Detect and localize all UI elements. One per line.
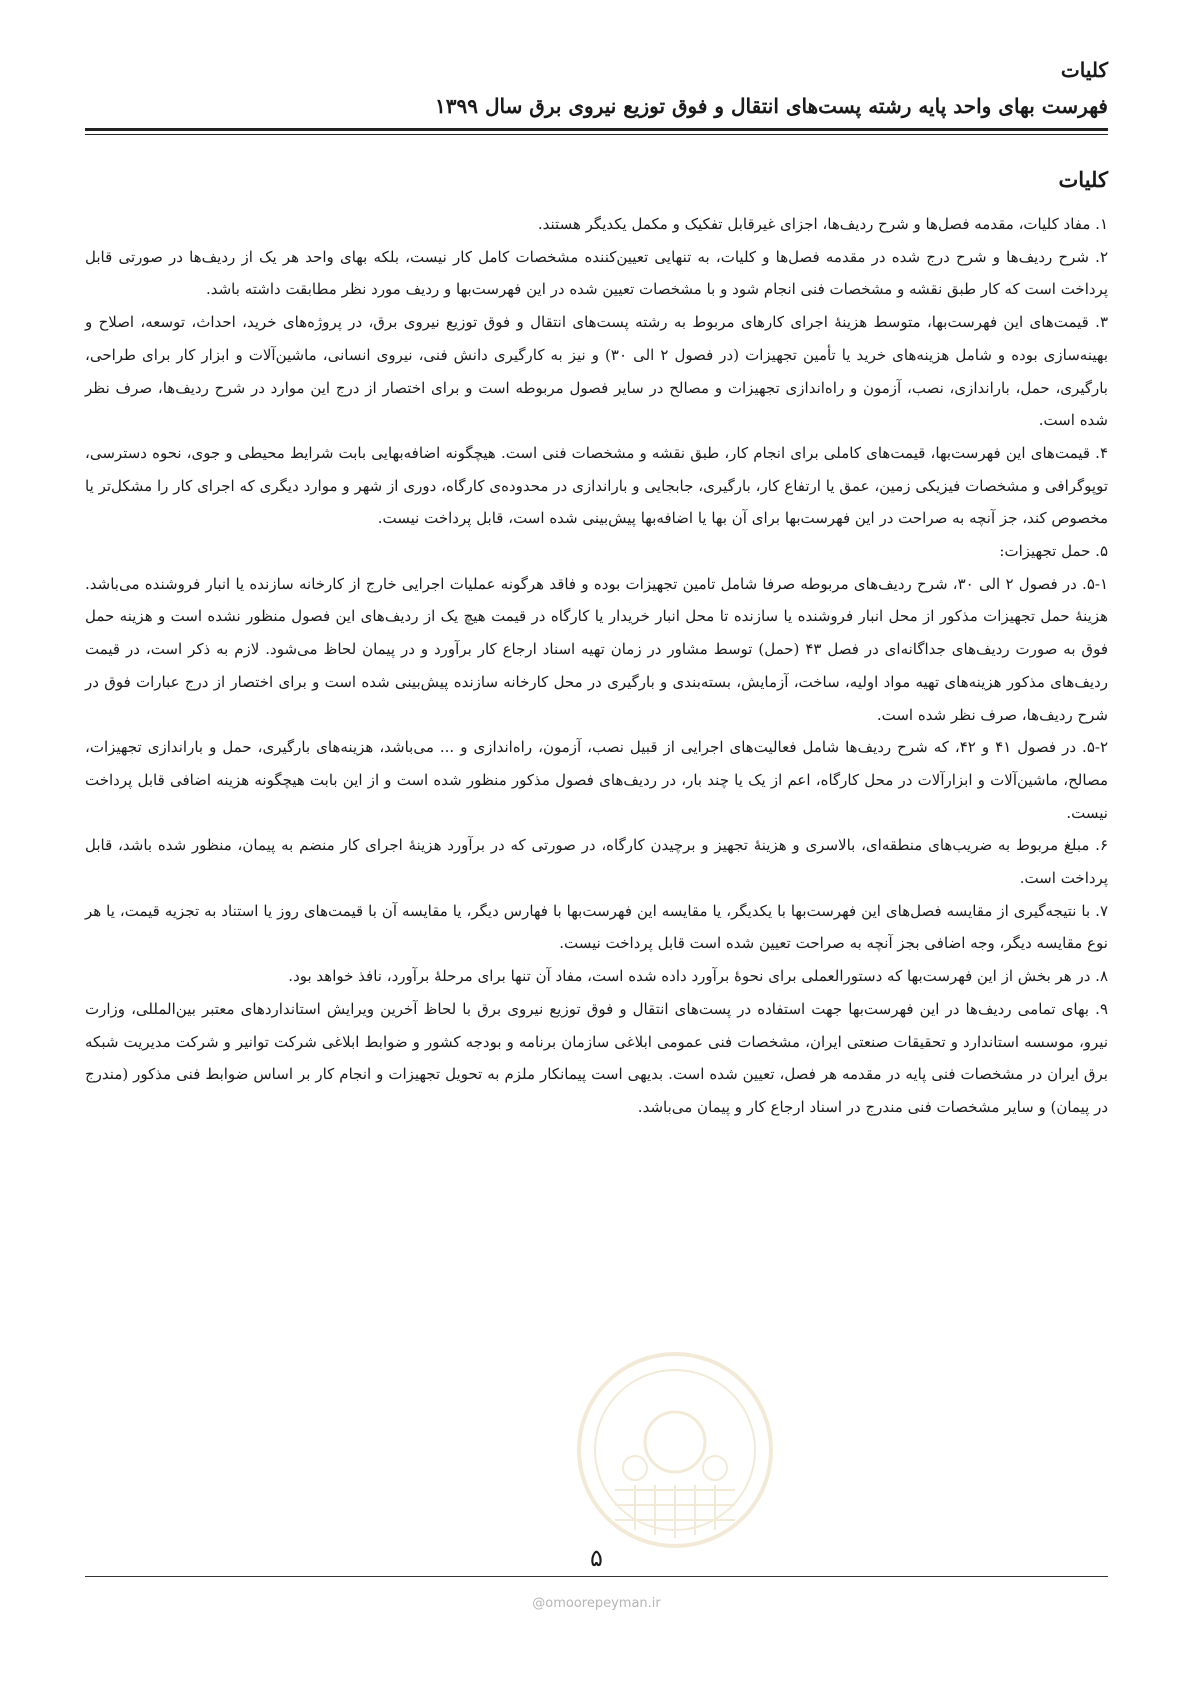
paragraph-5-1: ۵-۱. در فصول ۲ الی ۳۰، شرح ردیف‌های مربوطه صرفا شامل تامین تجهیزات بوده و فاقد هرگونه عملیات اجرایی خارج از کارخانه سازنده یا انبار فروشنده می‌باشد. هزینهٔ حمل تجهیزات مذکور از محل انبار فروشنده یا سازنده تا محل انبار خریدار یا کارگاه در قیمت هیچ یک از ردیف‌های این فصول منظور نشده است و هزینه حمل فوق به صورت ردیف‌های جداگانه‌ای در فصل ۴۳ (حمل) توسط مشاور در زمان تهیه اسناد ارجاع کار برآورد و در پیمان لحاظ می‌شود. لازم به ذکر است، در قیمت ردیف‌های مذکور هزینه‌های تهیه مواد اولیه، ساخت، آزمایش، بسته‌بندی و بارگیری در محل کارخانه سازنده پیش‌بینی شده است و برای اختصار از درج عبارات فوق در شرح ردیف‌ها، صرف نظر شده است. bbox=[85, 574, 1108, 724]
paragraph-5-2: ۵-۲. در فصول ۴۱ و ۴۲، که شرح ردیف‌ها شامل فعالیت‌های اجرایی از قبیل نصب، آزمون، راه‌اندازی و ... می‌باشد، هزینه‌های بارگیری، حمل و باراندازی تجهیزات، مصالح، ماشین‌آلات و ابزارآلات در محل کارگاه، اعم از یک یا چند بار، در ردیف‌های فصول مذکور منظور شده است و از این بابت هیچگونه هزینه اضافی قابل پرداخت نیست. bbox=[85, 738, 1108, 822]
paragraph-6: ۶. مبلغ مربوط به ضریب‌های منطقه‌ای، بالاسری و هزینهٔ تجهیز و برچیدن کارگاه، در صورتی که در برآورد هزینهٔ اجرای کار منضم به پیمان، منظور شده باشد، قابل پرداخت است. bbox=[85, 836, 1108, 888]
footer-rule bbox=[85, 1576, 1108, 1577]
footer-watermark-url: @omoorepeyman.ir bbox=[532, 1596, 661, 1611]
paragraph-4: ۴. قیمت‌های این فهرست‌بها، قیمت‌های کاملی برای انجام کار، طبق نقشه و مشخصات فنی است. هیچگونه اضافه‌بهایی بابت شرایط محیطی و جوی، نحوه دسترسی، توپوگرافی و مشخصات فیزیکی زمین، عمق یا ارتفاع کار، بارگیری، جابجایی و باراندازی در محدوده‌ی کارگاه، دوری از شهر و موارد دیگری که اجرای کار را مشکل‌تر یا مخصوص کند، جز آنچه به صراحت در این فهرست‌بها برای آن بها یا اضافه‌بها پیش‌بینی شده است، قابل پرداخت نیست. bbox=[85, 443, 1108, 528]
page-number: ۵ bbox=[590, 1544, 603, 1572]
paragraph-9: ۹. بهای تمامی ردیف‌ها در این فهرست‌بها جهت استفاده در پست‌های انتقال و فوق توزیع نیروی برق با لحاظ آخرین ویرایش استانداردهای معتبر بین‌المللی، وزارت نیرو، موسسه استاندارد و تحقیقات صنعتی ایران، مشخصات فنی عمومی ابلاغی سازمان برنامه و بودجه کشور و ضوابط ابلاغی شرکت توانیر و شرکت مدیریت شبکه برق ایران در مشخصات فنی پایه در مقدمه هر فصل، تعیین شده است. بدیهی است پیمانکار ملزم به تحویل تجهیزات و انجام کار بر اساس ضوابط فنی مذکور (مندرج در پیمان) و سایر مشخصات فنی مندرج در اسناد ارجاع کار و پیمان می‌باشد. bbox=[85, 999, 1108, 1116]
header-section-label: کلیات bbox=[1060, 58, 1108, 82]
paragraph-8: ۸. در هر بخش از این فهرست‌بها که دستورالعملی برای نحوهٔ برآورد داده شده است، مفاد آن تنها برای مرحلهٔ برآورد، نافذ خواهد بود. bbox=[288, 967, 1108, 986]
paragraph-5: ۵. حمل تجهیزات: bbox=[999, 542, 1108, 561]
paragraph-1: ۱. مفاد کلیات، مقدمه فصل‌ها و شرح ردیف‌ها، اجزای غیرقابل تفکیک و مکمل یکدیگر هستند. bbox=[537, 215, 1108, 233]
header-document-title: فهرست بهای واحد پایه رشته پست‌های انتقال و فوق توزیع نیروی برق سال ۱۳۹۹ bbox=[435, 94, 1108, 118]
body-text bbox=[85, 208, 1108, 1124]
watermark-seal-logo bbox=[575, 1350, 775, 1550]
section-heading: کلیات bbox=[1058, 167, 1108, 192]
paragraph-2: ۲. شرح ردیف‌ها و شرح درج شده در مقدمه فصل‌ها و کلیات، به تنهایی تعیین‌کننده مشخصات کامل کار نیست، بلکه بهای واحد هر یک از ردیف‌ها در صورتی قابل پرداخت است که کار طبق نقشه و مشخصات فنی انجام شود و با مشخصات تعیین شده در این فهرست‌بها و ردیف مورد نظر مطابقت داشته باشد. bbox=[85, 247, 1108, 299]
header-rule-thin bbox=[85, 134, 1108, 135]
header-rule-thick bbox=[85, 128, 1108, 131]
document-page bbox=[85, 0, 1108, 1684]
paragraph-3: ۳. قیمت‌های این فهرست‌بها، متوسط هزینهٔ اجرای کارهای مربوط به رشته پست‌های انتقال و فوق توزیع نیروی برق، در پروژه‌های خرید، احداث، توسعه، اصلاح و بهینه‌سازی بوده و شامل هزینه‌های خرید یا تأمین تجهیزات (در فصول ۲ الی ۳۰) و نیز به کارگیری دانش فنی، نیروی انسانی، ماشین‌آلات و ابزار کار برای طراحی، بارگیری، حمل، باراندازی، نصب، آزمون و راه‌اندازی تجهیزات و مصالح در سایر فصول مربوطه است و برای اختصار از درج این موارد در شرح ردیف‌ها، صرف نظر شده است. bbox=[85, 313, 1108, 430]
paragraph-7: ۷. با نتیجه‌گیری از مقایسه فصل‌های این فهرست‌بها با یکدیگر، یا مقایسه این فهرست‌بها با فهارس دیگر، یا مقایسه آن با قیمت‌های روز یا استناد به تجزیه قیمت، یا هر نوع مقایسه دیگر، وجه اضافی بجز آنچه به صراحت تعیین شده است قابل پرداخت نیست. bbox=[85, 901, 1108, 953]
